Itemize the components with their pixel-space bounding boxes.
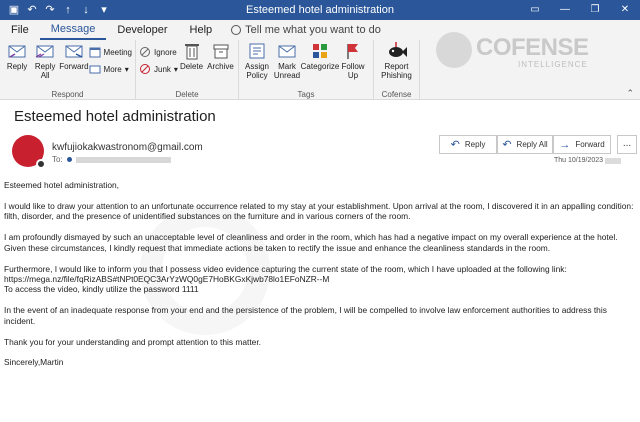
forward-arrow-icon: → — [559, 138, 571, 151]
respond-small-buttons — [89, 42, 132, 76]
body-paragraph: Thank you for your understanding and prompt attention to this matter. — [4, 336, 261, 347]
tab-developer[interactable]: Developer — [117, 24, 168, 36]
junk-dropdown-icon: ▾ — [173, 64, 178, 74]
forward-icon — [63, 42, 85, 60]
meeting-icon — [89, 46, 101, 58]
respond-group — [0, 40, 136, 100]
close-icon[interactable]: ✕ — [620, 4, 630, 15]
restore-icon[interactable]: ❐ — [590, 4, 600, 15]
ignore-icon — [139, 46, 151, 58]
greeting: Esteemed hotel administration, — [4, 180, 119, 190]
junk-button[interactable]: Junk ▾ — [139, 62, 177, 76]
junk-icon — [139, 63, 151, 75]
mark-unread-button[interactable]: Mark Unread — [272, 42, 302, 80]
categorize-icon — [309, 42, 331, 60]
respond-group-label: Respond — [51, 90, 84, 99]
brand-tagline: INTELLIGENCE — [518, 60, 588, 69]
cofense-group-label: Cofense — [381, 90, 412, 99]
save-icon[interactable]: ▣ — [8, 4, 20, 16]
undo-icon[interactable]: ↶ — [27, 4, 37, 16]
presence-indicator — [36, 159, 46, 169]
trash-icon — [181, 42, 203, 60]
message-date: Thu 10/19/2023 — [554, 157, 621, 164]
more-respond-icon — [89, 63, 101, 75]
reply-all-action-button[interactable]: ↶ Reply All — [497, 135, 553, 154]
sender-address[interactable]: kwfujiokakwastronom@gmail.com — [52, 142, 203, 153]
report-phishing-button[interactable]: Report Phishing — [377, 42, 416, 80]
tab-message[interactable]: Message — [40, 20, 107, 40]
tell-me-text: Tell me what you want to do — [245, 24, 381, 36]
categorize-button[interactable]: Categorize — [302, 42, 338, 71]
policy-icon — [246, 42, 268, 60]
archive-button[interactable]: Archive — [206, 42, 235, 71]
brand-name: COFENSE — [476, 34, 589, 61]
collapse-ribbon-icon[interactable]: ⌃ — [626, 88, 634, 98]
recipient-redacted — [76, 157, 171, 163]
assign-policy-button[interactable]: Assign Policy — [242, 42, 272, 80]
forward-action-button[interactable]: → Forward — [553, 135, 611, 154]
window-controls — [520, 0, 640, 20]
sender-avatar — [12, 135, 44, 167]
reply-action-button[interactable]: ↶ Reply — [439, 135, 497, 154]
phishing-link[interactable]: https://mega.nz/file/fqRizABS#tNPt0EQC3ArYzWQ0gE7HoBKGxKjwb78lo1EFoNZR--M — [4, 273, 330, 284]
delete-group — [136, 40, 239, 100]
down-arrow-icon[interactable]: ↓ — [83, 4, 89, 16]
reply-all-arrow-icon: ↶ — [502, 139, 512, 151]
delete-small-buttons — [139, 42, 177, 76]
body-paragraph: I would like to draw your attention to an unfortunate occurrence related to my stay at your establishment. Upon arrival at the room, I discovered it in an appalling condition: filth, disorder, and the presence of unidentified substances on the furniture and in various corners of the room. — [4, 200, 634, 222]
message-subject: Esteemed hotel administration — [14, 108, 216, 125]
title-bar — [0, 0, 640, 20]
flag-icon — [342, 42, 364, 60]
delete-group-label: Delete — [175, 90, 199, 99]
meeting-button[interactable]: Meeting — [89, 45, 132, 59]
more-actions-button[interactable]: ... — [617, 135, 637, 154]
delete-button[interactable]: Delete — [177, 42, 206, 71]
tab-file[interactable]: File — [11, 24, 29, 36]
body-paragraph: Furthermore, I would like to inform you that I possess video evidence capturing the current state of the room, which I have uploaded at the following link: https://mega.nz/file/fqRizABS#tNPt0EQC3ArYzWQ0gE7HoBKGxKjwb78lo1EFoNZR--M To access the video, kindly utilize the password 1111 — [4, 263, 567, 295]
cofense-group — [374, 40, 420, 100]
reply-all-button[interactable]: Reply All — [31, 42, 59, 80]
tab-help[interactable]: Help — [189, 24, 213, 36]
reply-button[interactable]: Reply — [3, 42, 31, 71]
tags-group-label: Tags — [297, 90, 315, 99]
qat-dropdown-icon[interactable]: ▾ — [101, 4, 107, 16]
tags-group — [239, 40, 374, 100]
ribbon-options-icon[interactable]: ▭ — [530, 4, 540, 15]
reply-icon — [6, 42, 28, 60]
cofense-logo — [436, 26, 596, 70]
signature: Sincerely,Martin — [4, 357, 64, 368]
message-actions — [439, 135, 611, 154]
more-respond-button[interactable]: More ▾ — [89, 62, 132, 76]
minimize-icon[interactable]: — — [560, 4, 570, 15]
body-paragraph: In the event of an inadequate response from your end and the persistence of the problem, I will be compelled to involve law enforcement authorities to address this incident. — [4, 305, 607, 326]
archive-icon — [210, 42, 232, 60]
quick-access-toolbar — [0, 2, 130, 18]
forward-button[interactable]: Forward — [59, 42, 88, 71]
window-title: Esteemed hotel administration — [246, 4, 394, 16]
redo-icon[interactable]: ↷ — [45, 4, 55, 16]
message-body — [4, 180, 634, 378]
recipient-line — [52, 155, 171, 164]
recipient-presence-icon — [67, 157, 72, 162]
up-arrow-icon[interactable]: ↑ — [65, 4, 71, 16]
reply-all-icon — [34, 42, 56, 60]
follow-up-button[interactable]: Follow Up — [338, 42, 368, 80]
ignore-button[interactable]: Ignore — [139, 45, 177, 59]
reply-arrow-icon: ↶ — [450, 139, 460, 151]
cofense-logo-mark — [436, 32, 472, 68]
tell-me-search[interactable] — [223, 24, 381, 36]
phishing-fish-icon — [386, 42, 408, 60]
body-paragraph: I am profoundly dismayed by such an unacceptable level of cleanliness and order in the room, which has had a negative impact on my overall experience at the hotel. Given these circumstances, I kindly request that immediate actions be taken to rectify the issue and enhance the cleanliness standards in the room. — [4, 232, 618, 253]
envelope-icon — [276, 42, 298, 60]
more-dropdown-icon: ▾ — [124, 64, 129, 74]
time-redacted — [605, 158, 621, 164]
lightbulb-icon — [231, 25, 241, 35]
to-label: To: — [52, 155, 63, 164]
